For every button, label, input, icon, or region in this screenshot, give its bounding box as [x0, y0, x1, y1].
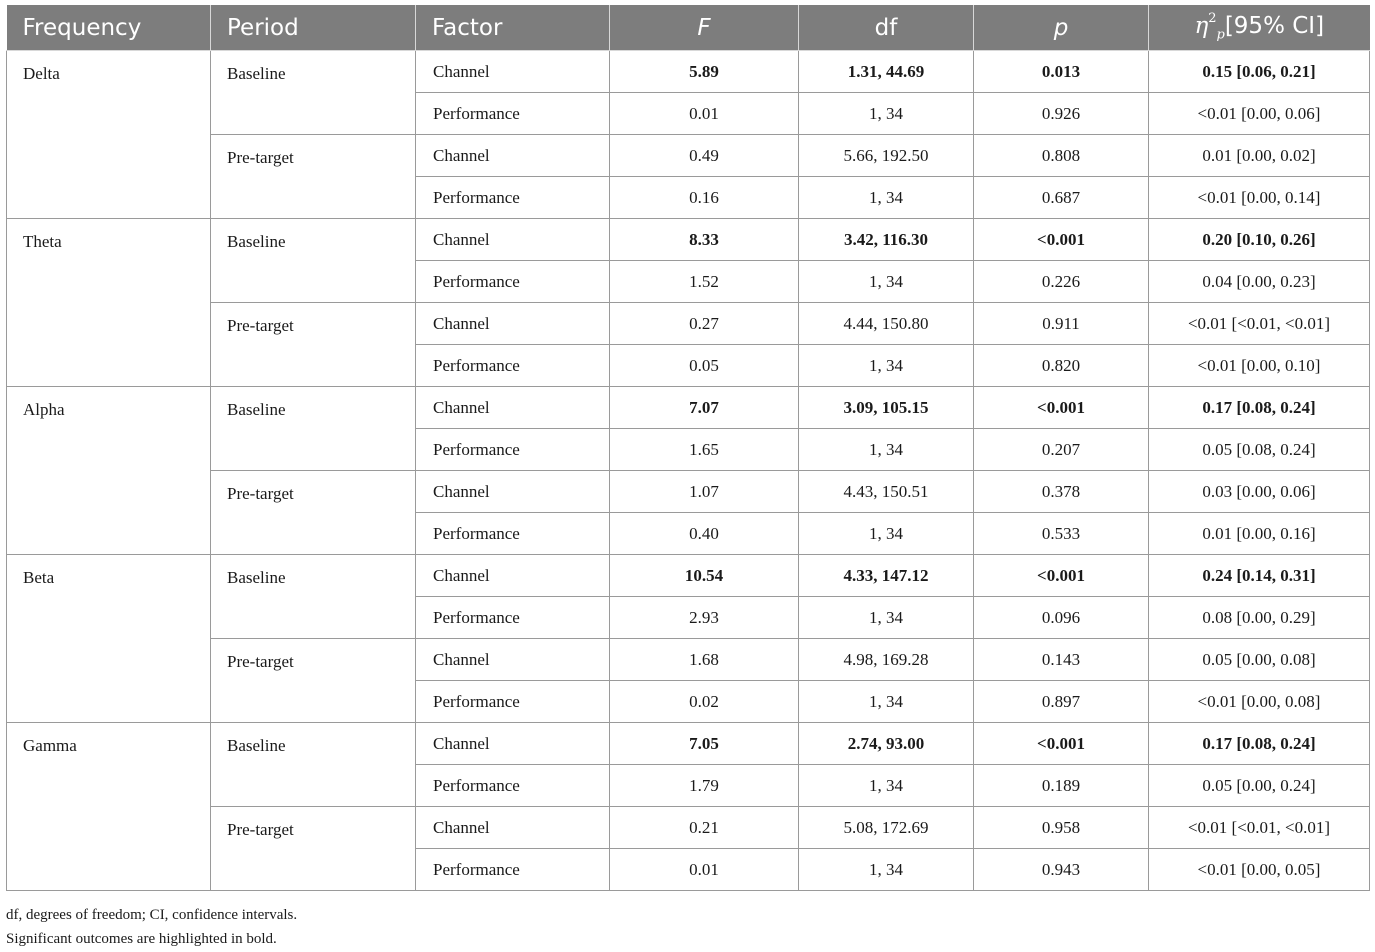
cell-factor: Channel	[416, 723, 610, 765]
cell-f-value: 0.05	[610, 345, 799, 387]
cell-factor: Performance	[416, 513, 610, 555]
cell-period: Baseline	[211, 555, 416, 639]
cell-p-value: 0.687	[974, 177, 1149, 219]
cell-df: 5.66, 192.50	[799, 135, 974, 177]
table-row	[7, 135, 1370, 177]
header-eta	[1149, 5, 1370, 51]
cell-p-value: <0.001	[974, 723, 1149, 765]
cell-p-value: 0.096	[974, 597, 1149, 639]
cell-period: Baseline	[211, 387, 416, 471]
cell-effect-size: 0.24 [0.14, 0.31]	[1149, 555, 1370, 597]
cell-df: 1, 34	[799, 345, 974, 387]
cell-f-value: 7.07	[610, 387, 799, 429]
cell-period: Pre-target	[211, 639, 416, 723]
cell-f-value: 2.93	[610, 597, 799, 639]
cell-df: 2.74, 93.00	[799, 723, 974, 765]
cell-f-value: 0.40	[610, 513, 799, 555]
cell-f-value: 0.16	[610, 177, 799, 219]
table-row	[7, 219, 1370, 261]
cell-f-value: 5.89	[610, 51, 799, 93]
cell-effect-size: 0.05 [0.08, 0.24]	[1149, 429, 1370, 471]
cell-factor: Performance	[416, 681, 610, 723]
cell-factor: Performance	[416, 429, 610, 471]
table-row	[7, 303, 1370, 345]
cell-p-value: <0.001	[974, 219, 1149, 261]
table-row	[7, 555, 1370, 597]
header-period: Period	[211, 5, 416, 51]
cell-f-value: 7.05	[610, 723, 799, 765]
header-p-label: p	[1053, 14, 1069, 41]
note-significance: Significant outcomes are highlighted in bold.	[6, 931, 277, 947]
cell-df: 1, 34	[799, 849, 974, 891]
cell-df: 5.08, 172.69	[799, 807, 974, 849]
anova-results-table	[6, 5, 1370, 891]
cell-p-value: 0.897	[974, 681, 1149, 723]
cell-p-value: 0.943	[974, 849, 1149, 891]
cell-factor: Channel	[416, 303, 610, 345]
cell-effect-size: <0.01 [<0.01, <0.01]	[1149, 807, 1370, 849]
cell-p-value: 0.189	[974, 765, 1149, 807]
cell-factor: Channel	[416, 135, 610, 177]
cell-f-value: 1.79	[610, 765, 799, 807]
cell-frequency: Gamma	[7, 723, 211, 891]
cell-factor: Performance	[416, 345, 610, 387]
cell-factor: Performance	[416, 597, 610, 639]
cell-period: Pre-target	[211, 135, 416, 219]
cell-p-value: <0.001	[974, 387, 1149, 429]
cell-f-value: 0.02	[610, 681, 799, 723]
table-row	[7, 723, 1370, 765]
eta-subscript: p	[1216, 27, 1225, 43]
cell-p-value: 0.143	[974, 639, 1149, 681]
cell-factor: Performance	[416, 93, 610, 135]
cell-period: Baseline	[211, 219, 416, 303]
cell-factor: Performance	[416, 765, 610, 807]
cell-df: 1, 34	[799, 261, 974, 303]
cell-factor: Performance	[416, 849, 610, 891]
cell-effect-size: 0.20 [0.10, 0.26]	[1149, 219, 1370, 261]
header-f	[610, 5, 799, 51]
cell-effect-size: 0.04 [0.00, 0.23]	[1149, 261, 1370, 303]
cell-effect-size: 0.08 [0.00, 0.29]	[1149, 597, 1370, 639]
header-f-label: F	[697, 14, 711, 41]
cell-f-value: 1.07	[610, 471, 799, 513]
cell-df: 1, 34	[799, 93, 974, 135]
table-header	[7, 5, 1370, 51]
header-row	[7, 5, 1370, 51]
cell-effect-size: <0.01 [0.00, 0.10]	[1149, 345, 1370, 387]
cell-df: 4.44, 150.80	[799, 303, 974, 345]
cell-effect-size: 0.03 [0.00, 0.06]	[1149, 471, 1370, 513]
cell-period: Baseline	[211, 723, 416, 807]
cell-effect-size: <0.01 [0.00, 0.14]	[1149, 177, 1370, 219]
cell-effect-size: <0.01 [0.00, 0.05]	[1149, 849, 1370, 891]
cell-f-value: 0.21	[610, 807, 799, 849]
cell-factor: Performance	[416, 177, 610, 219]
cell-period: Baseline	[211, 51, 416, 135]
cell-f-value: 1.52	[610, 261, 799, 303]
cell-f-value: 8.33	[610, 219, 799, 261]
cell-p-value: 0.207	[974, 429, 1149, 471]
cell-effect-size: <0.01 [0.00, 0.06]	[1149, 93, 1370, 135]
header-p	[974, 5, 1149, 51]
table-notes	[6, 903, 297, 951]
cell-factor: Channel	[416, 639, 610, 681]
cell-f-value: 10.54	[610, 555, 799, 597]
eta-ci-label: [95% CI]	[1224, 12, 1325, 39]
cell-frequency: Alpha	[7, 387, 211, 555]
cell-df: 1, 34	[799, 765, 974, 807]
cell-effect-size: <0.01 [<0.01, <0.01]	[1149, 303, 1370, 345]
table-row	[7, 807, 1370, 849]
cell-frequency: Beta	[7, 555, 211, 723]
table-row	[7, 51, 1370, 93]
table-container	[6, 5, 1369, 891]
cell-df: 3.42, 116.30	[799, 219, 974, 261]
cell-frequency: Theta	[7, 219, 211, 387]
cell-df: 1, 34	[799, 597, 974, 639]
cell-df: 1.31, 44.69	[799, 51, 974, 93]
cell-factor: Channel	[416, 807, 610, 849]
header-frequency: Frequency	[7, 5, 211, 51]
cell-p-value: 0.926	[974, 93, 1149, 135]
cell-effect-size: 0.15 [0.06, 0.21]	[1149, 51, 1370, 93]
cell-factor: Channel	[416, 555, 610, 597]
cell-factor: Channel	[416, 471, 610, 513]
table-row	[7, 471, 1370, 513]
header-factor: Factor	[416, 5, 610, 51]
cell-p-value: 0.013	[974, 51, 1149, 93]
cell-p-value: 0.533	[974, 513, 1149, 555]
cell-p-value: 0.808	[974, 135, 1149, 177]
cell-p-value: 0.911	[974, 303, 1149, 345]
cell-period: Pre-target	[211, 807, 416, 891]
eta-superscript: 2	[1208, 11, 1217, 27]
cell-factor: Channel	[416, 219, 610, 261]
cell-effect-size: 0.01 [0.00, 0.02]	[1149, 135, 1370, 177]
cell-frequency: Delta	[7, 51, 211, 219]
cell-p-value: 0.226	[974, 261, 1149, 303]
cell-df: 1, 34	[799, 513, 974, 555]
cell-effect-size: 0.05 [0.00, 0.24]	[1149, 765, 1370, 807]
cell-p-value: <0.001	[974, 555, 1149, 597]
cell-df: 4.43, 150.51	[799, 471, 974, 513]
eta-symbol	[1194, 11, 1225, 43]
cell-effect-size: 0.01 [0.00, 0.16]	[1149, 513, 1370, 555]
cell-effect-size: 0.17 [0.08, 0.24]	[1149, 723, 1370, 765]
cell-p-value: 0.820	[974, 345, 1149, 387]
cell-p-value: 0.378	[974, 471, 1149, 513]
header-df: df	[799, 5, 974, 51]
cell-factor: Performance	[416, 261, 610, 303]
cell-df: 4.33, 147.12	[799, 555, 974, 597]
cell-effect-size: 0.05 [0.00, 0.08]	[1149, 639, 1370, 681]
table-body	[7, 51, 1370, 891]
cell-f-value: 1.65	[610, 429, 799, 471]
cell-f-value: 0.27	[610, 303, 799, 345]
cell-period: Pre-target	[211, 303, 416, 387]
cell-f-value: 0.01	[610, 93, 799, 135]
cell-df: 4.98, 169.28	[799, 639, 974, 681]
note-abbreviations: df, degrees of freedom; CI, confidence intervals.	[6, 907, 298, 923]
cell-df: 3.09, 105.15	[799, 387, 974, 429]
cell-factor: Channel	[416, 387, 610, 429]
cell-effect-size: 0.17 [0.08, 0.24]	[1149, 387, 1370, 429]
cell-f-value: 0.01	[610, 849, 799, 891]
cell-df: 1, 34	[799, 681, 974, 723]
cell-factor: Channel	[416, 51, 610, 93]
table-row	[7, 387, 1370, 429]
cell-df: 1, 34	[799, 429, 974, 471]
cell-period: Pre-target	[211, 471, 416, 555]
cell-f-value: 0.49	[610, 135, 799, 177]
cell-f-value: 1.68	[610, 639, 799, 681]
eta-letter: η	[1194, 12, 1209, 39]
cell-effect-size: <0.01 [0.00, 0.08]	[1149, 681, 1370, 723]
cell-p-value: 0.958	[974, 807, 1149, 849]
table-row	[7, 639, 1370, 681]
cell-df: 1, 34	[799, 177, 974, 219]
